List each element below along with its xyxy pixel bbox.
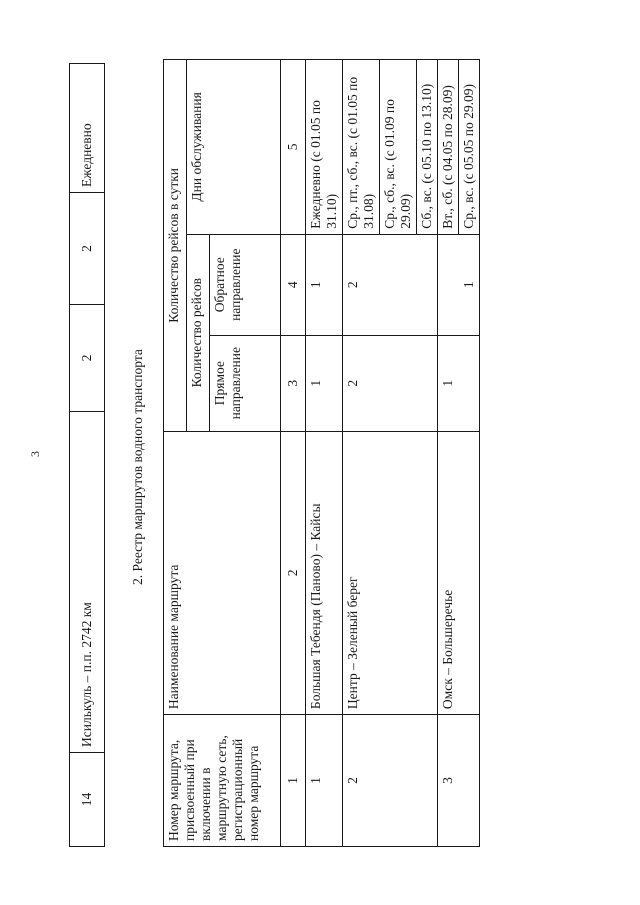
route-number-cell: 1: [306, 715, 343, 847]
table-row: [70, 64, 105, 847]
service-days-cell: Ежедневно (с 01.05 по 31.10): [306, 60, 343, 235]
service-days-cell: Ср., вс. (с 05.05 по 29.09): [459, 60, 480, 235]
service-days-cell: Вт., сб. (с 04.05 по 28.09): [438, 60, 459, 235]
header-route-number: Номер маршрута, присвоенный при включении в маршрутную сеть, регистрационный номер маршрута: [164, 715, 281, 847]
header-forward: Прямое направление: [210, 335, 281, 431]
service-days-cell: Ср., сб., вс. (с 01.09 по 29.09): [380, 60, 417, 235]
column-index-row: [281, 60, 306, 847]
forward-trips-cell: 2: [343, 335, 438, 431]
column-index: 4: [281, 234, 306, 335]
table-row: [306, 60, 343, 847]
section-title: 2. Реестр маршрутов водного транспорта: [130, 349, 145, 585]
continuation-table: [69, 63, 105, 847]
service-days-cell: Сб., вс. (с 05.10 по 13.10): [417, 60, 438, 235]
backward-trips-cell: 2: [343, 234, 438, 335]
column-index: 2: [281, 431, 306, 714]
service-days-cell: Ежедневно: [70, 64, 105, 193]
water-transport-registry-table: [163, 59, 480, 847]
route-name-cell: Большая Тебендя (Паново) – Кайсы: [306, 431, 343, 714]
column-index: 1: [281, 715, 306, 847]
forward-trips-cell: 1: [306, 335, 343, 431]
header-backward: Обратное направление: [210, 234, 281, 335]
route-name-cell: Исилькуль – п.п. 2742 км: [70, 412, 105, 753]
table-row: [438, 60, 459, 847]
header-row: [164, 60, 187, 847]
page-number: 3: [28, 451, 42, 457]
backward-trips-cell: 1: [459, 234, 480, 335]
table-row: [343, 60, 380, 847]
route-number-cell: 14: [70, 753, 105, 847]
column-index: 3: [281, 335, 306, 431]
route-number-cell: 2: [343, 715, 438, 847]
header-trips-per-day: Количество рейсов в сутки: [164, 60, 187, 432]
backward-trips-cell: 1: [306, 234, 343, 335]
header-route-name: Наименование маршрута: [164, 431, 281, 714]
forward-trips-cell: 1: [438, 335, 459, 431]
column-index: 5: [281, 60, 306, 235]
header-service-days: Дни обслуживания: [187, 60, 281, 235]
header-trips: Количество рейсов: [187, 234, 210, 431]
route-name-cell: Центр – Зеленый берег: [343, 431, 438, 714]
backward-trips-cell: 2: [70, 193, 105, 305]
backward-trips-cell: [438, 234, 459, 335]
forward-trips-cell: 2: [70, 305, 105, 412]
route-name-cell: Омск – Большеречье: [438, 431, 480, 714]
forward-trips-cell: [459, 335, 480, 431]
route-number-cell: 3: [438, 715, 480, 847]
service-days-cell: Ср., пт., сб., вс. (с 01.05 по 31.08): [343, 60, 380, 235]
